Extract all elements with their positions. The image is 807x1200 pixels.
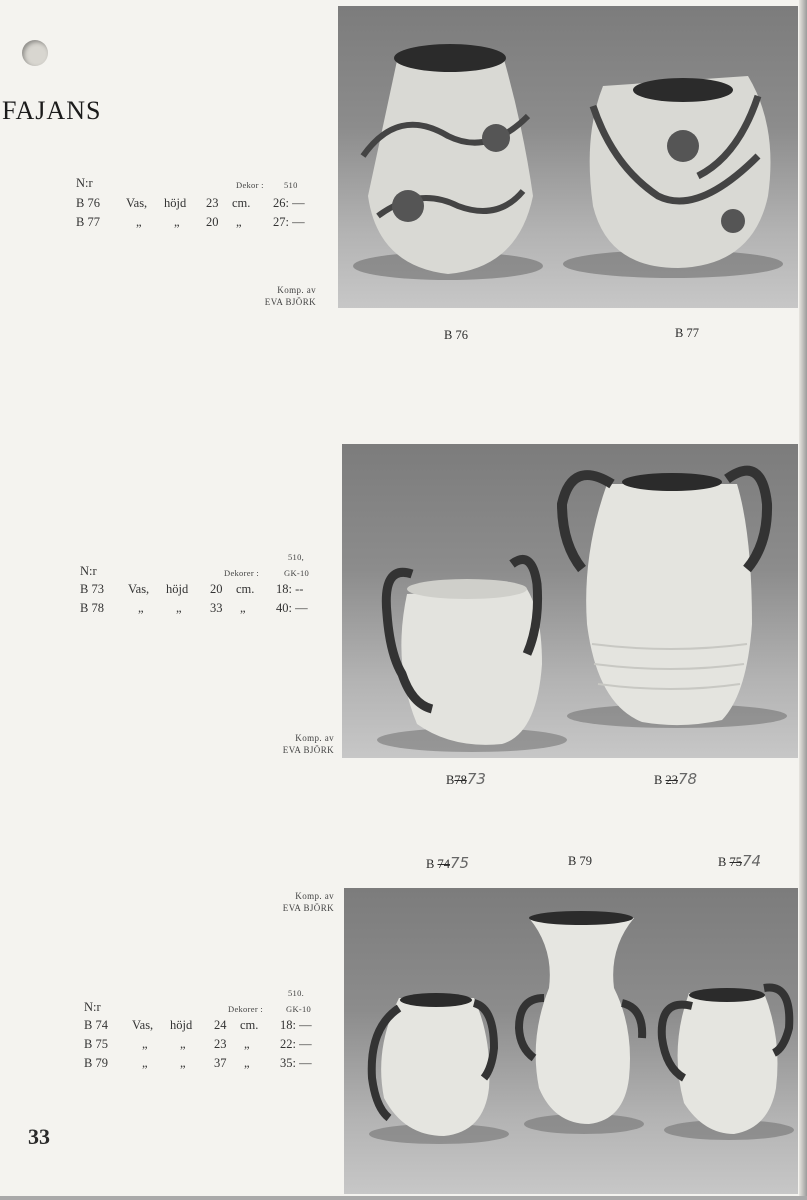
spec-row: B 75 „ „ 23 „ 22: — bbox=[84, 1037, 312, 1051]
spec-row: B 79 „ „ 37 „ 35: — bbox=[84, 1056, 312, 1070]
caption-b79: B 79 bbox=[568, 854, 592, 868]
nr-label: N:r bbox=[76, 176, 93, 190]
caption-b77: B 77 bbox=[675, 326, 699, 340]
spec-row: B 73 Vas, höjd 20 cm. 18: -- bbox=[80, 582, 304, 596]
komp-credit-3: Komp. av EVA BJÖRK bbox=[282, 891, 334, 913]
nr-label: N:r bbox=[84, 1000, 101, 1014]
caption-b74: B 7574 bbox=[718, 852, 762, 870]
spec-row: B 78 „ „ 33 „ 40: — bbox=[80, 601, 308, 615]
spec-table-2: 510, N:r Dekorer : GK-10 B 73 Vas, höjd 20 cm. 18: -- B 78 „ „ 33 „ 40: — bbox=[76, 548, 321, 618]
spec-table-3: 510. N:r Dekorer : GK-10 B 74 Vas, höjd 24 cm. 18: — B 75 „ „ 23 „ 22: — B 79 „ „ 37 „ 35: — bbox=[84, 984, 324, 1073]
spec-table-1 bbox=[76, 174, 316, 232]
dekor-label: Dekor : bbox=[236, 180, 264, 190]
binder-hole bbox=[22, 40, 48, 66]
komp-credit-1: Komp. av EVA BJÖRK bbox=[264, 285, 316, 307]
dekor-value: 510 bbox=[284, 180, 298, 190]
caption-b73: B7873 bbox=[446, 770, 486, 788]
dekor-label: Dekorer : bbox=[228, 1004, 264, 1014]
caption-b75: B 7475 bbox=[426, 854, 470, 872]
dekor-value: GK-10 bbox=[284, 568, 310, 578]
page-number: 33 bbox=[28, 1124, 50, 1149]
page-bottom-edge bbox=[0, 1196, 807, 1200]
spec-row: B 74 Vas, höjd 24 cm. 18: — bbox=[84, 1018, 312, 1032]
caption-b78: B 2378 bbox=[654, 770, 698, 788]
spec-row: B 77 „ „ 20 „ 27: — bbox=[76, 215, 305, 229]
dekor-value: GK-10 bbox=[286, 1004, 312, 1014]
dekor-label: Dekorer : bbox=[224, 568, 260, 578]
spec-row: B 76 Vas, höjd 23 cm. 26: — bbox=[76, 196, 305, 210]
caption-b76: B 76 bbox=[444, 328, 468, 342]
page-edge bbox=[799, 0, 807, 1200]
page-title: FAJANS bbox=[2, 96, 102, 125]
photo-vases-b74-b79-b75 bbox=[344, 888, 798, 1194]
nr-label: N:r bbox=[80, 564, 97, 578]
komp-credit-2: Komp. av EVA BJÖRK bbox=[282, 733, 334, 755]
photo-vases-b73-b78 bbox=[342, 444, 798, 758]
photo-vases-b76-b77 bbox=[338, 6, 798, 308]
